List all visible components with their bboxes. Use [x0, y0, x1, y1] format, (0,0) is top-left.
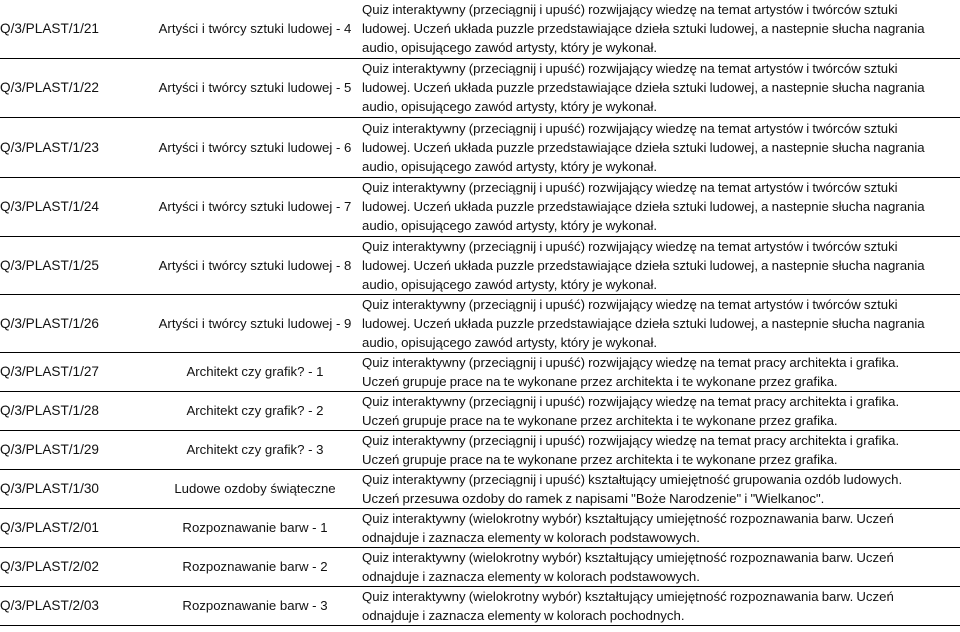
resource-description: [362, 469, 960, 508]
table-row: [0, 391, 960, 430]
table-row: [0, 117, 960, 177]
description-line: audio, opisującego zawód artysty, który je wykonał.: [362, 276, 658, 292]
description-line: ludowej. Uczeń układa puzzle przedstawiające dzieła sztuki ludowej, a nastepnie słucha nagrania: [362, 20, 925, 36]
resource-title: Ludowe ozdoby świąteczne: [148, 469, 362, 508]
table-row: [0, 236, 960, 294]
description-line: Quiz interaktywny (przeciągnij i upuść) kształtujący umiejętność grupowania ozdób ludowych.: [362, 471, 903, 487]
resource-code: Q/3/PLAST/1/27: [0, 352, 148, 391]
resource-description: [362, 236, 960, 294]
resource-code: Q/3/PLAST/2/03: [0, 586, 148, 625]
table-row: [0, 547, 960, 586]
resource-title: Artyści i twórcy sztuki ludowej - 4: [148, 0, 362, 58]
description-line: Quiz interaktywny (wielokrotny wybór) kształtujący umiejętność rozpoznawania barw. Uczeń: [362, 510, 894, 526]
resource-title: Rozpoznawanie barw - 3: [148, 586, 362, 625]
resource-code: Q/3/PLAST/1/30: [0, 469, 148, 508]
description-line: ludowej. Uczeń układa puzzle przedstawiające dzieła sztuki ludowej, a nastepnie słucha nagrania: [362, 80, 925, 95]
description-line: ludowej. Uczeń układa puzzle przedstawiające dzieła sztuki ludowej, a nastepnie słucha nagrania: [362, 139, 925, 155]
resource-code: Q/3/PLAST/2/01: [0, 508, 148, 547]
description-line: ludowej. Uczeń układa puzzle przedstawiające dzieła sztuki ludowej, a nastepnie słucha nagrania: [362, 199, 925, 214]
description-line: Quiz interaktywny (wielokrotny wybór) kształtujący umiejętność rozpoznawania barw. Uczeń: [362, 549, 894, 565]
description-line: audio, opisującego zawód artysty, który je wykonał.: [362, 334, 658, 350]
description-line: audio, opisującego zawód artysty, który je wykonał.: [362, 39, 658, 55]
resource-title: Artyści i twórcy sztuki ludowej - 5: [148, 58, 362, 117]
table-row: [0, 352, 960, 391]
description-line: Quiz interaktywny (przeciągnij i upuść) rozwijający wiedzę na temat pracy architekta i grafika.: [362, 393, 900, 409]
resource-description: [362, 58, 960, 117]
resource-title: Architekt czy grafik? - 2: [148, 391, 362, 430]
description-line: Quiz interaktywny (przeciągnij i upuść) rozwijający wiedzę na temat pracy architekta i grafika.: [362, 354, 900, 370]
table-row: [0, 177, 960, 236]
resource-title: Artyści i twórcy sztuki ludowej - 8: [148, 236, 362, 294]
description-line: Quiz interaktywny (przeciągnij i upuść) rozwijający wiedzę na temat artystów i twórców sztuki: [362, 1, 898, 17]
resource-description: [362, 294, 960, 352]
description-line: Quiz interaktywny (wielokrotny wybór) kształtujący umiejętność rozpoznawania barw. Uczeń: [362, 588, 894, 604]
resource-code: Q/3/PLAST/1/24: [0, 177, 148, 236]
description-line: Uczeń grupuje prace na te wykonane przez architekta i te wykonane przez grafika.: [362, 412, 838, 428]
resource-description: [362, 177, 960, 236]
table-row: [0, 586, 960, 625]
description-line: ludowej. Uczeń układa puzzle przedstawiające dzieła sztuki ludowej, a nastepnie słucha nagrania: [362, 257, 925, 273]
description-line: Quiz interaktywny (przeciągnij i upuść) rozwijający wiedzę na temat artystów i twórców sztuki: [362, 120, 898, 136]
description-line: Quiz interaktywny (przeciągnij i upuść) rozwijający wiedzę na temat pracy architekta i grafika.: [362, 432, 900, 448]
resource-description: [362, 352, 960, 391]
table-row: [0, 430, 960, 469]
resource-title: Architekt czy grafik? - 3: [148, 430, 362, 469]
description-line: audio, opisującego zawód artysty, który je wykonał.: [362, 218, 658, 233]
description-line: audio, opisującego zawód artysty, który je wykonał.: [362, 158, 658, 174]
resource-title: Rozpoznawanie barw - 2: [148, 547, 362, 586]
description-line: ludowej. Uczeń układa puzzle przedstawiające dzieła sztuki ludowej, a nastepnie słucha nagrania: [362, 315, 925, 331]
table-row: [0, 58, 960, 117]
description-line: odnajduje i zaznacza elementy w kolorach podstawowych.: [362, 529, 700, 545]
resource-description: [362, 0, 960, 58]
resource-title: Rozpoznawanie barw - 1: [148, 508, 362, 547]
resource-description: [362, 391, 960, 430]
resource-code: Q/3/PLAST/2/02: [0, 547, 148, 586]
description-line: Uczeń grupuje prace na te wykonane przez architekta i te wykonane przez grafika.: [362, 451, 838, 467]
resource-description: [362, 547, 960, 586]
description-line: odnajduje i zaznacza elementy w kolorach podstawowych.: [362, 568, 700, 584]
description-line: Quiz interaktywny (przeciągnij i upuść) rozwijający wiedzę na temat artystów i twórców sztuki: [362, 238, 898, 254]
resource-code: Q/3/PLAST/1/28: [0, 391, 148, 430]
description-line: odnajduje i zaznacza elementy w kolorach pochodnych.: [362, 607, 685, 623]
description-line: Uczeń przesuwa ozdoby do ramek z napisami "Boże Narodzenie" i "Wielkanoc".: [362, 490, 825, 506]
resource-description: [362, 508, 960, 547]
table-row: [0, 469, 960, 508]
resource-description: [362, 117, 960, 177]
description-line: Quiz interaktywny (przeciągnij i upuść) rozwijający wiedzę na temat artystów i twórców sztuki: [362, 296, 898, 312]
description-line: Uczeń grupuje prace na te wykonane przez architekta i te wykonane przez grafika.: [362, 373, 838, 389]
resource-title: Artyści i twórcy sztuki ludowej - 6: [148, 117, 362, 177]
description-line: audio, opisującego zawód artysty, który je wykonał.: [362, 99, 658, 114]
resource-description: [362, 430, 960, 469]
resource-code: Q/3/PLAST/1/22: [0, 58, 148, 117]
description-line: Quiz interaktywny (przeciągnij i upuść) rozwijający wiedzę na temat artystów i twórców sztuki: [362, 180, 898, 195]
resource-description: [362, 586, 960, 625]
resource-code: Q/3/PLAST/1/23: [0, 117, 148, 177]
resource-code: Q/3/PLAST/1/29: [0, 430, 148, 469]
resource-code: Q/3/PLAST/1/25: [0, 236, 148, 294]
table-row: [0, 294, 960, 352]
resource-code: Q/3/PLAST/1/21: [0, 0, 148, 58]
description-line: Quiz interaktywny (przeciągnij i upuść) rozwijający wiedzę na temat artystów i twórców sztuki: [362, 61, 898, 76]
table-row: [0, 508, 960, 547]
resource-code: Q/3/PLAST/1/26: [0, 294, 148, 352]
resource-title: Artyści i twórcy sztuki ludowej - 7: [148, 177, 362, 236]
resource-title: Artyści i twórcy sztuki ludowej - 9: [148, 294, 362, 352]
table-row: [0, 0, 960, 58]
resource-title: Architekt czy grafik? - 1: [148, 352, 362, 391]
